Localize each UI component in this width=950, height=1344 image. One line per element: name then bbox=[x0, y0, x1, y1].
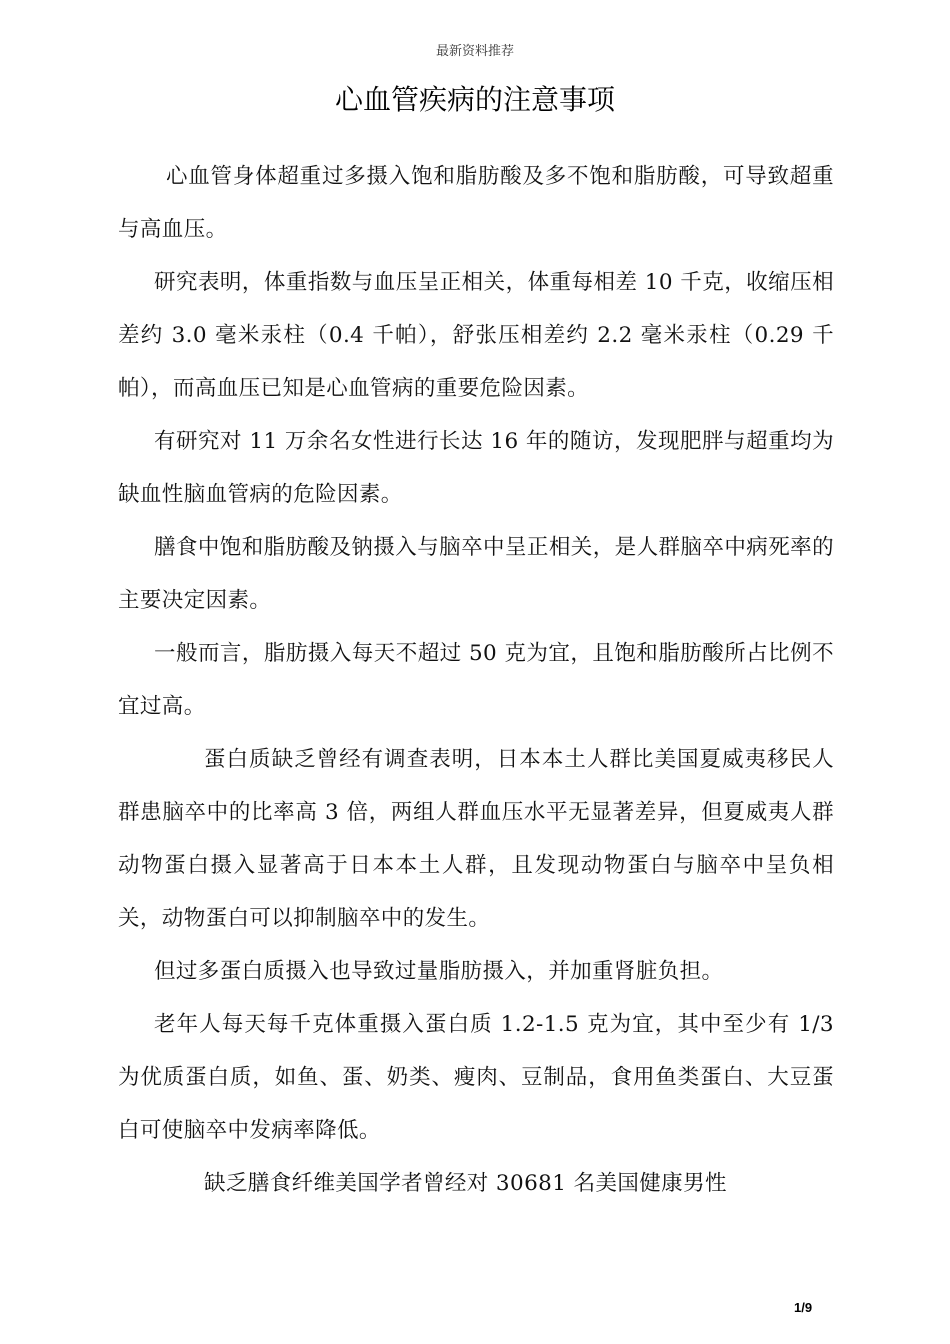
paragraph: 一般而言，脂肪摄入每天不超过 50 克为宜，且饱和脂肪酸所占比例不宜过高。 bbox=[118, 641, 834, 719]
header-note: 最新资料推荐 bbox=[435, 44, 514, 59]
page-number: 1/9 bbox=[794, 1300, 813, 1315]
paragraph: 但过多蛋白质摄入也导致过量脂肪摄入，并加重肾脏负担。 bbox=[154, 959, 724, 984]
paragraph: 有研究对 11 万余名女性进行长达 16 年的随访，发现肥胖与超重均为缺血性脑血管病的危险因素。 bbox=[118, 429, 834, 507]
paragraph: 膳食中饱和脂肪酸及钠摄入与脑卒中呈正相关，是人群脑卒中病死率的主要决定因素。 bbox=[118, 535, 834, 613]
paragraph: 心血管身体超重过多摄入饱和脂肪酸及多不饱和脂肪酸，可导致超重与高血压。 bbox=[118, 164, 834, 242]
paragraph: 老年人每天每千克体重摄入蛋白质 1.2-1.5 克为宜，其中至少有 1/3 为优质蛋白质，如鱼、蛋、奶类、瘦肉、豆制品，食用鱼类蛋白、大豆蛋白可使脑卒中发病率降低。 bbox=[118, 1012, 834, 1143]
paragraph: 蛋白质缺乏曾经有调查表明，日本本土人群比美国夏威夷移民人群患脑卒中的比率高 3 倍，两组人群血压水平无显著差异，但夏威夷人群动物蛋白摄入显著高于日本本土人群，且发现动物蛋白与脑卒中呈负相关，动物蛋白可以抑制脑卒中的发生。 bbox=[118, 747, 834, 931]
paragraph: 研究表明，体重指数与血压呈正相关，体重每相差 10 千克，收缩压相差约 3.0 毫米汞柱（0.4 千帕），舒张压相差约 2.2 毫米汞柱（0.29 千帕），而高血压已知是心血管病的重要危险因素。 bbox=[118, 270, 834, 401]
document-body bbox=[118, 150, 834, 1210]
paragraph: 缺乏膳食纤维美国学者曾经对 30681 名美国健康男性 bbox=[204, 1171, 727, 1196]
page-title: 心血管疾病的注意事项 bbox=[334, 83, 615, 116]
